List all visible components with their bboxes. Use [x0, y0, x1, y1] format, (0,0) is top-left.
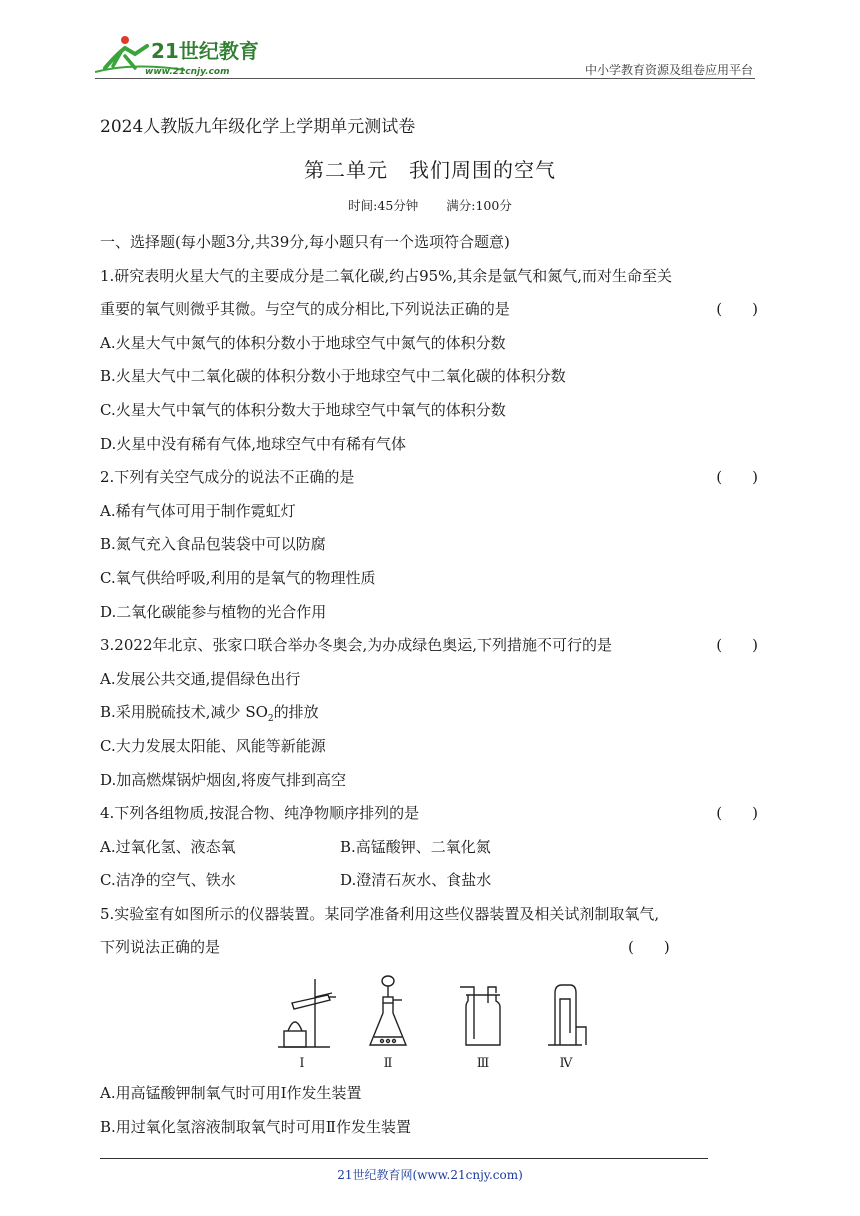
- header-divider: [95, 78, 755, 79]
- q5-stem-line2: 下列说法正确的是 ( ): [100, 931, 760, 965]
- apparatus-2-conical-flask: [370, 976, 406, 1045]
- apparatus-figure: [100, 965, 760, 1077]
- apparatus-label-1: Ⅰ: [299, 1056, 305, 1072]
- apparatus-diagram: [270, 973, 600, 1073]
- site-logo: [95, 32, 265, 78]
- page-header: [95, 28, 755, 80]
- q4-option-a: A.过氧化氢、液态氧: [100, 837, 236, 856]
- q1-option-a: A.火星大气中氮气的体积分数小于地球空气中氮气的体积分数: [100, 333, 506, 352]
- time-limit: 时间:45分钟: [348, 198, 419, 213]
- q2-option-b: B.氮气充入食品包装袋中可以防腐: [100, 535, 326, 554]
- full-score: 满分:100分: [446, 198, 512, 213]
- answer-bracket: ( ): [716, 804, 758, 823]
- q4-options-cd: [100, 864, 760, 898]
- q3-stem: 3.2022年北京、张家口联合举办冬奥会,为办成绿色奥运,下列措施不可行的是 ( ): [100, 629, 760, 663]
- q5-option-a: A.用高锰酸钾制氧气时可用Ⅰ作发生装置: [100, 1084, 362, 1103]
- footer-divider: [100, 1158, 708, 1159]
- q1-stem-line1: 1.研究表明火星大气的主要成分是二氧化碳,约占95%,其余是氩气和氮气,而对生命至关: [100, 266, 672, 285]
- footer-link[interactable]: 21世纪教育网(www.21cnjy.com): [337, 1168, 523, 1182]
- q4-option-c: C.洁净的空气、铁水: [100, 871, 236, 890]
- apparatus-3-gas-bottle: [460, 987, 500, 1045]
- q1-option-c: C.火星大气中氧气的体积分数大于地球空气中氧气的体积分数: [100, 400, 506, 419]
- header-platform-text: 中小学教育资源及组卷应用平台: [584, 63, 753, 77]
- apparatus-1-heating-setup: [278, 979, 336, 1047]
- q3-option-a: A.发展公共交通,提倡绿色出行: [100, 669, 301, 688]
- q2-stem: 2.下列有关空气成分的说法不正确的是 ( ): [100, 461, 760, 495]
- answer-bracket: ( ): [628, 938, 670, 957]
- q5-option-b: B.用过氧化氢溶液制取氧气时可用Ⅱ作发生装置: [100, 1117, 411, 1136]
- q3-option-c: C.大力发展太阳能、风能等新能源: [100, 736, 326, 755]
- q4-options-ab: [100, 831, 760, 865]
- q2-option-c: C.氧气供给呼吸,利用的是氧气的物理性质: [100, 568, 376, 587]
- q5-stem-line1: 5.实验室有如图所示的仪器装置。某同学准备利用这些仪器装置及相关试剂制取氧气,: [100, 904, 660, 923]
- q1-option-b: B.火星大气中二氧化碳的体积分数小于地球空气中二氧化碳的体积分数: [100, 367, 566, 386]
- svg-text:21世纪教育: 21世纪教育: [151, 39, 259, 63]
- q3-option-d: D.加高燃煤锅炉烟囱,将废气排到高空: [100, 770, 347, 789]
- exam-title: 2024人教版九年级化学上学期单元测试卷: [100, 117, 416, 137]
- apparatus-label-4: Ⅳ: [559, 1056, 573, 1072]
- q3-option-b: B.采用脱硫技术,减少 $SO_2$的排放: [100, 703, 319, 725]
- questions: [100, 226, 760, 1144]
- q4-stem: 4.下列各组物质,按混合物、纯净物顺序排列的是 ( ): [100, 797, 760, 831]
- section-heading: 一、选择题(每小题3分,共39分,每小题只有一个选项符合题意): [100, 233, 510, 251]
- answer-bracket: ( ): [716, 468, 758, 487]
- q1-stem-line2: 重要的氧气则微乎其微。与空气的成分相比,下列说法正确的是 ( ): [100, 293, 760, 327]
- unit-title: 第二单元 我们周围的空气: [304, 158, 556, 182]
- apparatus-label-3: Ⅲ: [476, 1056, 490, 1072]
- answer-bracket: ( ): [716, 636, 758, 655]
- apparatus-label-2: Ⅱ: [383, 1056, 393, 1072]
- apparatus-4-collector: [548, 985, 586, 1045]
- q4-option-d: D.澄清石灰水、食盐水: [340, 871, 492, 890]
- q1-option-d: D.火星中没有稀有气体,地球空气中有稀有气体: [100, 434, 407, 453]
- answer-bracket: ( ): [716, 300, 758, 319]
- q2-option-a: A.稀有气体可用于制作霓虹灯: [100, 501, 296, 520]
- q4-option-b: B.高锰酸钾、二氧化氮: [340, 837, 491, 856]
- exam-info: [0, 196, 860, 214]
- svg-text:www.21cnjy.com: www.21cnjy.com: [145, 67, 230, 77]
- q2-option-d: D.二氧化碳能参与植物的光合作用: [100, 602, 327, 621]
